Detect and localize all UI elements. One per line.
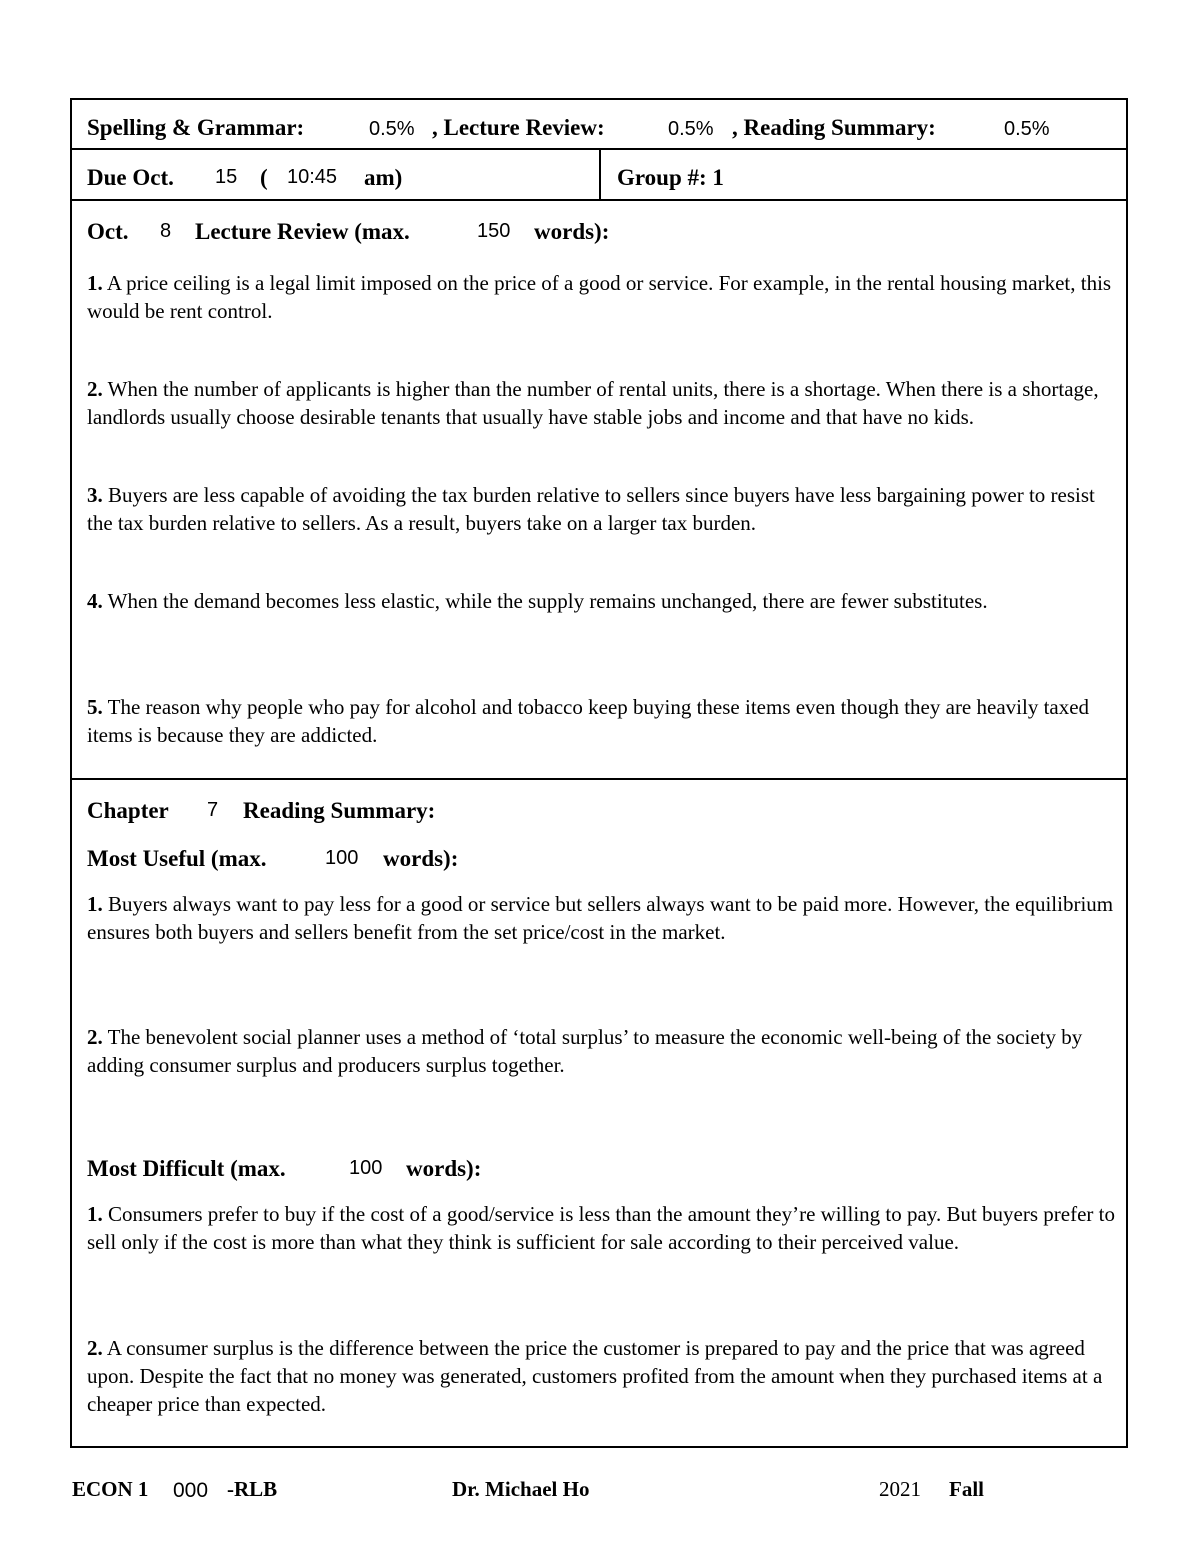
footer-term: Fall bbox=[949, 1477, 984, 1501]
chapter-number: 7 bbox=[207, 799, 219, 821]
lecture-oct-label: Oct. bbox=[87, 219, 129, 244]
lecture-label: , Lecture Review: bbox=[432, 115, 605, 140]
difficult-item bbox=[87, 1200, 1118, 1256]
lecture-item-text: When the number of applicants is higher than the number of rental units, there is a shortage. When there is a shortage, landlords usually choose desirable tenants that usually have stable jobs and income and that have no kids. bbox=[87, 377, 1099, 429]
assignment-form bbox=[70, 98, 1128, 1448]
footer-course-prefix: ECON 1 bbox=[72, 1477, 149, 1501]
lecture-review-section bbox=[72, 201, 1126, 780]
weights-row bbox=[72, 100, 1126, 150]
useful-item-text: The benevolent social planner uses a method of ‘total surplus’ to measure the economic well-being of the society by adding consumer surplus and producers surplus together. bbox=[87, 1025, 1083, 1077]
lecture-item bbox=[87, 481, 1118, 537]
lecture-item-number: 2. bbox=[87, 377, 103, 401]
most-useful-label: Most Useful (max. bbox=[87, 846, 267, 871]
lecture-item-number: 3. bbox=[87, 483, 103, 507]
lecture-item bbox=[87, 269, 1118, 325]
most-difficult-words: words): bbox=[406, 1156, 482, 1181]
due-time: 10:45 bbox=[287, 166, 338, 188]
lecture-review-title: Lecture Review (max. bbox=[195, 219, 410, 244]
difficult-item-text: A consumer surplus is the difference between the price the customer is prepared to pay and the price that was agreed upon. Despite the fact that no money was generated, customers profited from the amount when they purchased items at a cheaper price than expected. bbox=[87, 1336, 1103, 1416]
lecture-words-label: words): bbox=[534, 219, 610, 244]
most-useful-max: 100 bbox=[325, 847, 359, 869]
most-difficult-max: 100 bbox=[349, 1157, 383, 1179]
useful-item-text: Buyers always want to pay less for a good or service but sellers always want to be paid more. However, the equilibrium ensures both buyers and sellers benefit from the set price/cost in the market. bbox=[87, 892, 1114, 944]
chapter-label: Chapter bbox=[87, 798, 169, 823]
lecture-item-text: When the demand becomes less elastic, while the supply remains unchanged, there are fewer substitutes. bbox=[102, 589, 988, 613]
useful-item-number: 2. bbox=[87, 1025, 103, 1049]
footer-instructor: Dr. Michael Ho bbox=[452, 1477, 590, 1501]
group-label: Group #: 1 bbox=[617, 165, 724, 190]
footer-course-number: 000 bbox=[173, 1479, 209, 1502]
lecture-item-number: 5. bbox=[87, 695, 103, 719]
due-row bbox=[72, 150, 1126, 201]
lecture-item bbox=[87, 587, 1118, 615]
lecture-item-text: Buyers are less capable of avoiding the tax burden relative to sellers since buyers have less bargaining power to resist the tax burden relative to sellers. As a result, buyers take on a larger tax burden. bbox=[87, 483, 1095, 535]
lecture-value: 0.5% bbox=[668, 118, 714, 140]
lecture-item-number: 4. bbox=[87, 589, 103, 613]
spelling-value: 0.5% bbox=[369, 118, 415, 140]
useful-item bbox=[87, 890, 1118, 946]
lecture-oct-day: 8 bbox=[160, 220, 172, 242]
reading-summary-section bbox=[72, 780, 1126, 1448]
due-ampm: am) bbox=[364, 165, 403, 190]
lecture-max-words: 150 bbox=[477, 220, 511, 242]
useful-item-number: 1. bbox=[87, 892, 103, 916]
reading-value: 0.5% bbox=[1004, 118, 1050, 140]
reading-label: , Reading Summary: bbox=[732, 115, 936, 140]
lecture-item-number: 1. bbox=[87, 271, 103, 295]
footer-course-suffix: -RLB bbox=[227, 1477, 278, 1501]
difficult-item-text: Consumers prefer to buy if the cost of a good/service is less than the amount they’re willing to pay. But buyers prefer to sell only if the cost is more than what they think is sufficient for sale according to their perceived value. bbox=[87, 1202, 1115, 1254]
most-difficult-label: Most Difficult (max. bbox=[87, 1156, 286, 1181]
reading-summary-title: Reading Summary: bbox=[243, 798, 436, 823]
lecture-item-text: The reason why people who pay for alcohol and tobacco keep buying these items even though they are heavily taxed items is because they are addicted. bbox=[87, 695, 1090, 747]
lecture-item-text: A price ceiling is a legal limit imposed on the price of a good or service. For example, in the rental housing market, this would be rent control. bbox=[87, 271, 1112, 323]
footer-year: 2021 bbox=[879, 1477, 921, 1501]
due-label: Due Oct. bbox=[87, 165, 174, 190]
most-useful-words: words): bbox=[383, 846, 459, 871]
useful-item bbox=[87, 1023, 1118, 1079]
lecture-item bbox=[87, 375, 1118, 431]
difficult-item-number: 1. bbox=[87, 1202, 103, 1226]
spelling-label: Spelling & Grammar: bbox=[87, 115, 305, 140]
due-open-paren: ( bbox=[260, 165, 268, 190]
difficult-item bbox=[87, 1334, 1118, 1418]
difficult-item-number: 2. bbox=[87, 1336, 103, 1360]
lecture-item bbox=[87, 693, 1118, 749]
column-divider bbox=[599, 150, 601, 199]
due-day: 15 bbox=[215, 166, 238, 188]
